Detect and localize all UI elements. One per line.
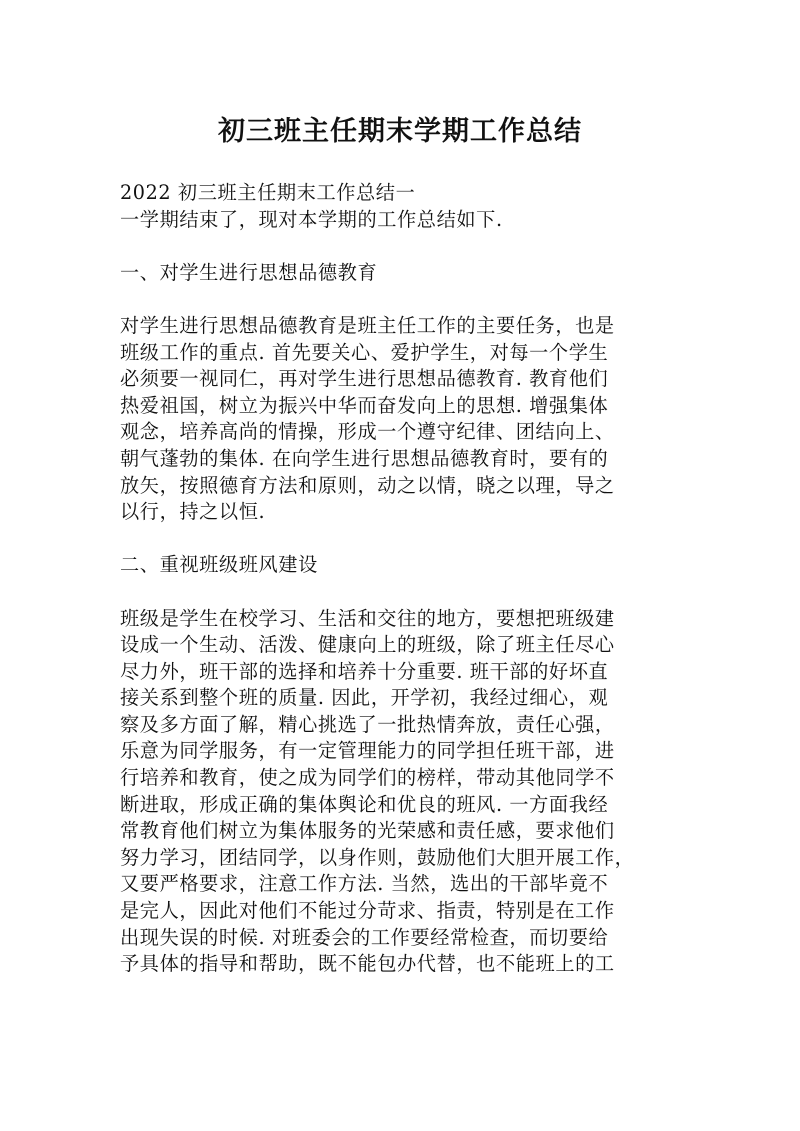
paragraph-line: 对学生进行思想品德教育是班主任工作的主要任务，也是 — [120, 313, 615, 337]
document-body — [120, 180, 665, 978]
paragraph-line: 热爱祖国，树立为振兴中华而奋发向上的思想. 增强集体 — [120, 393, 609, 417]
paragraph-line: 放矢，按照德育方法和原则，动之以情，晓之以理，导之 — [120, 473, 615, 497]
paragraph-line: 乐意为同学服务，有一定管理能力的同学担任班干部，进 — [120, 739, 615, 763]
paragraph-line: 予具体的指导和帮助，既不能包办代替，也不能班上的工 — [120, 952, 615, 976]
paragraph-line: 朝气蓬勃的集体. 在向学生进行思想品德教育时，要有的 — [120, 446, 609, 470]
paragraph-line: 出现失误的时候. 对班委会的工作要经常检查，而切要给 — [120, 925, 609, 949]
intro-line: 一学期结束了，现对本学期的工作总结如下. — [120, 207, 503, 231]
paragraph-line: 又要严格要求，注意工作方法. 当然，选出的干部毕竟不 — [120, 872, 609, 896]
paragraph-line: 设成一个生动、活泼、健康向上的班级，除了班主任尽心 — [120, 633, 615, 657]
section-2-paragraph — [120, 606, 665, 978]
paragraph-line: 断进取，形成正确的集体舆论和优良的班风. 一方面我经 — [120, 792, 609, 816]
paragraph-line: 以行，持之以恒. — [120, 500, 266, 524]
blank-line — [120, 233, 665, 260]
document-title: 初三班主任期末学期工作总结 — [218, 116, 582, 147]
blank-line — [120, 579, 665, 606]
paragraph-line: 是完人，因此对他们不能过分苛求、指责，特别是在工作 — [120, 899, 615, 923]
paragraph-line: 班级是学生在校学习、生活和交往的地方，要想把班级建 — [120, 606, 615, 630]
paragraph-line: 观念，培养高尚的情操，形成一个遵守纪律、团结向上、 — [120, 420, 615, 444]
document-subtitle: 2022 初三班主任期末工作总结一 — [120, 181, 416, 204]
paragraph-line: 尽力外，班干部的选择和培养十分重要. 班干部的好坏直 — [120, 659, 609, 683]
blank-line — [120, 526, 665, 553]
section-heading-1: 一、对学生进行思想品德教育 — [120, 260, 378, 284]
section-heading-2: 二、重视班级班风建设 — [120, 553, 318, 577]
blank-line — [120, 286, 665, 313]
paragraph-line: 班级工作的重点. 首先要关心、爱护学生，对每一个学生 — [120, 340, 609, 364]
paragraph-line: 努力学习，团结同学，以身作则，鼓励他们大胆开展工作， — [120, 845, 635, 869]
section-1-paragraph — [120, 313, 665, 526]
paragraph-line: 行培养和教育，使之成为同学们的榜样，带动其他同学不 — [120, 766, 615, 790]
paragraph-line: 常教育他们树立为集体服务的光荣感和责任感，要求他们 — [120, 819, 615, 843]
paragraph-line: 接关系到整个班的质量. 因此，开学初，我经过细心，观 — [120, 686, 609, 710]
paragraph-line: 必须要一视同仁，再对学生进行思想品德教育. 教育他们 — [120, 367, 609, 391]
paragraph-line: 察及多方面了解，精心挑选了一批热情奔放，责任心强， — [120, 712, 615, 736]
